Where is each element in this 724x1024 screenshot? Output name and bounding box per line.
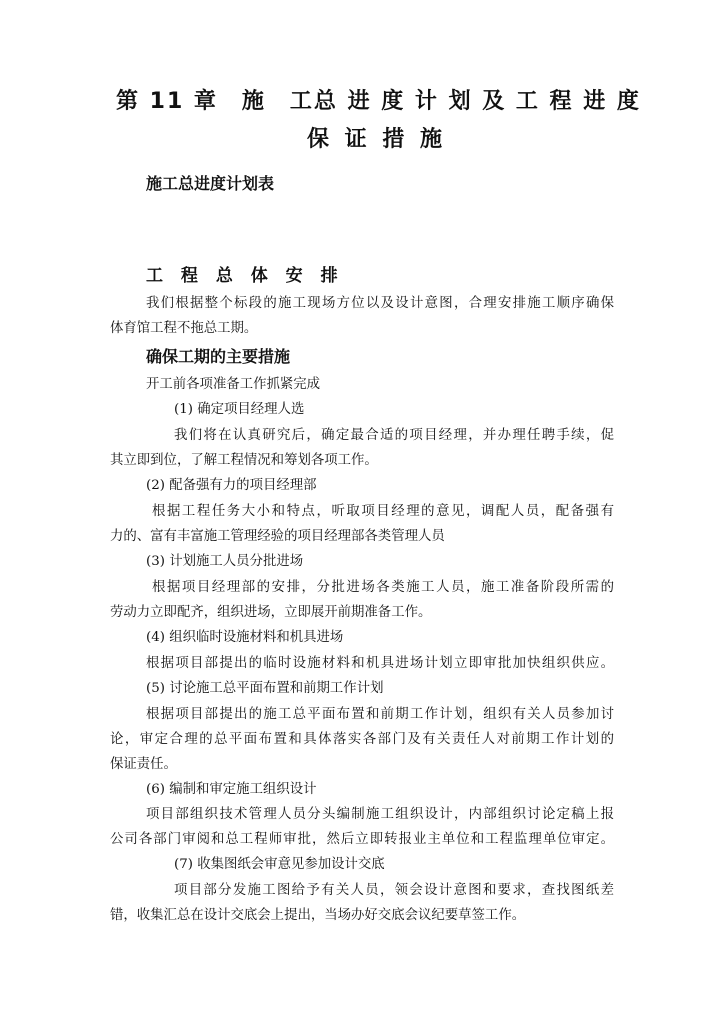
item-title-2: (2) 配备强有力的项目经理部 bbox=[146, 478, 317, 493]
item-6-line-1: 项目部组织技术管理人员分头编制施工组织设计，内部组织讨论定稿上报 bbox=[146, 807, 614, 822]
item-title-1: (1) 确定项目经理人选 bbox=[174, 402, 305, 417]
item-title-6: (6) 编制和审定施工组织设计 bbox=[146, 782, 317, 797]
paragraph-line: 体育馆工程不拖总工期。 bbox=[110, 321, 258, 336]
item-title-5: (5) 讨论施工总平面布置和前期工作计划 bbox=[146, 681, 384, 696]
item-7-line-2: 错，收集汇总在设计交底会上提出，当场办好交底会议纪要草签工作。 bbox=[110, 908, 526, 923]
paragraph-line: 我们根据整个标段的施工现场方位以及设计意图，合理安排施工顺序确保 bbox=[146, 296, 614, 311]
chapter-title-line-1: 第 11 章 施 工总 进 度 计 划 及 工 程 进 度 bbox=[116, 89, 641, 114]
item-3-line-1: 根据项目经理部的安排，分批进场各类施工人员，施工准备阶段所需的 bbox=[152, 580, 614, 595]
item-3-line-2: 劳动力立即配齐，组织进场，立即展开前期准备工作。 bbox=[110, 605, 432, 620]
intro-line: 开工前各项准备工作抓紧完成 bbox=[146, 377, 321, 392]
item-2-line-2: 力的、富有丰富施工管理经验的项目经理部各类管理人员 bbox=[110, 529, 445, 544]
item-2-line-1: 根据工程任务大小和特点，听取项目经理的意见，调配人员，配备强有 bbox=[152, 504, 614, 519]
item-5-line-2: 论，审定合理的总平面布置和具体落实各部门及有关责任人对前期工作计划的 bbox=[110, 732, 614, 747]
item-1-line-1: 我们将在认真研究后，确定最合适的项目经理，并办理任聘手续，促 bbox=[174, 428, 614, 443]
item-title-3: (3) 计划施工人员分批进场 bbox=[146, 554, 304, 569]
item-7-line-1: 项目部分发施工图给予有关人员，领会设计意图和要求，查找图纸差 bbox=[174, 883, 614, 898]
item-6-line-2: 公司各部门审阅和总工程师审批，然后立即转报业主单位和工程监理单位审定。 bbox=[110, 832, 614, 847]
item-1-line-2: 其立即到位，了解工程情况和筹划各项工作。 bbox=[110, 453, 378, 468]
item-title-7: (7) 收集图纸会审意见参加设计交底 bbox=[174, 857, 385, 872]
item-4-line-1: 根据项目部提出的临时设施材料和机具进场计划立即审批加快组织供应。 bbox=[146, 656, 614, 671]
section-heading-schedule-table: 施工总进度计划表 bbox=[146, 174, 275, 193]
item-5-line-3: 保证责任。 bbox=[110, 757, 177, 772]
section-heading-overall-arrangement: 工 程 总 体 安 排 bbox=[146, 266, 344, 286]
item-5-line-1: 根据项目部提出的施工总平面布置和前期工作计划，组织有关人员参加讨 bbox=[146, 707, 614, 722]
section-heading-main-measures: 确保工期的主要措施 bbox=[146, 347, 291, 366]
item-title-4: (4) 组织临时设施材料和机具进场 bbox=[146, 630, 344, 645]
chapter-title-line-2: 保 证 措 施 bbox=[307, 127, 446, 152]
